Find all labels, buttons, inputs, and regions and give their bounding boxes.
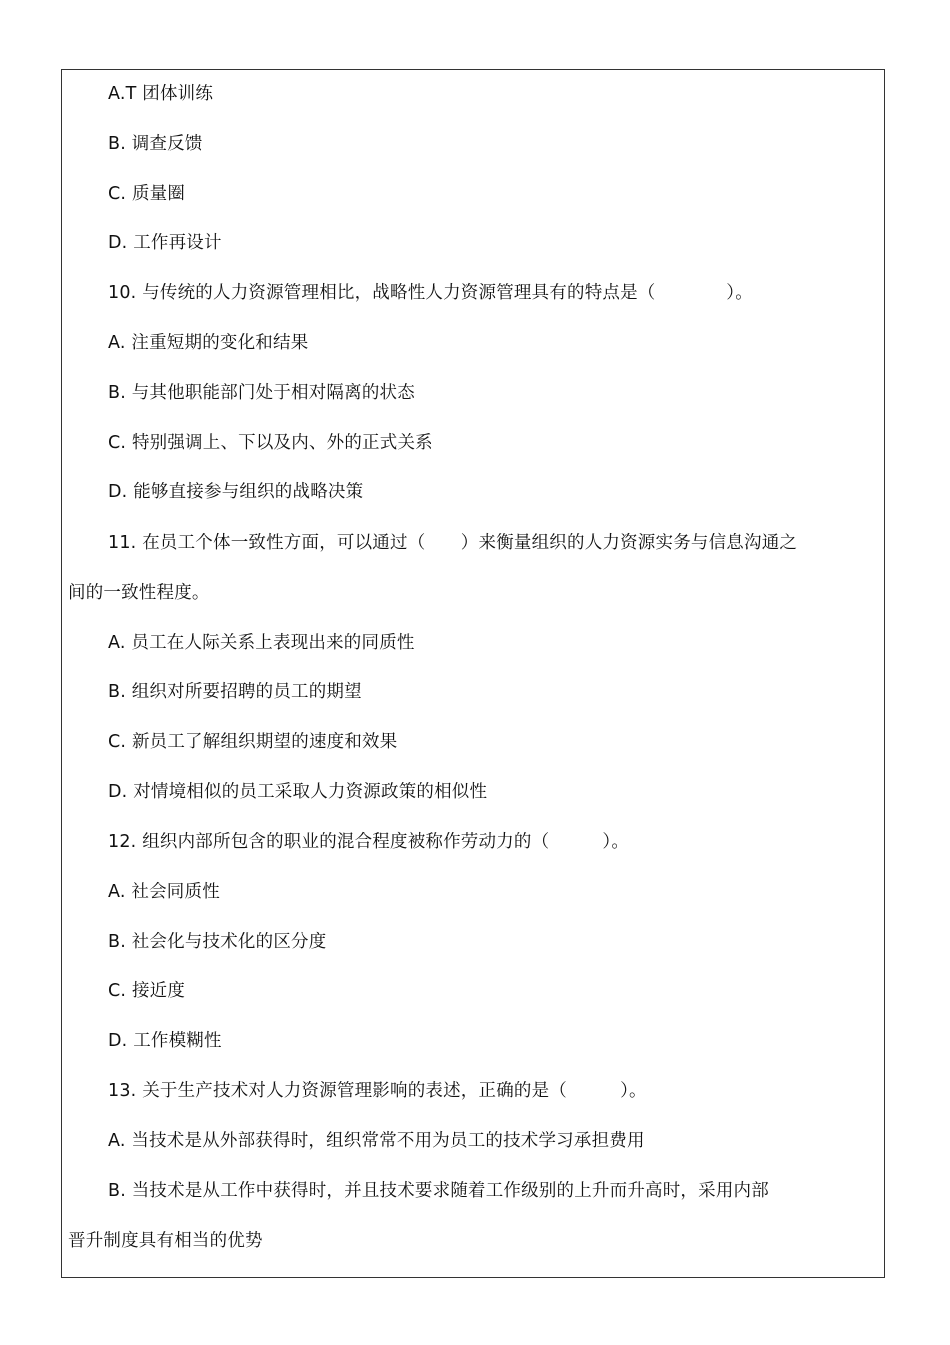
question-11-continued: 间的一致性程度。: [68, 583, 210, 603]
option-line: B. 与其他职能部门处于相对隔离的状态: [108, 383, 415, 403]
option-line: D. 工作再设计: [108, 233, 222, 253]
option-line: C. 特别强调上、下以及内、外的正式关系: [108, 433, 433, 453]
option-line: A.T 团体训练: [108, 84, 214, 104]
option-line: D. 对情境相似的员工采取人力资源政策的相似性: [108, 782, 488, 802]
question-12: 12. 组织内部所包含的职业的混合程度被称作劳动力的（ ）。: [108, 832, 630, 852]
option-line-continued: 晋升制度具有相当的优势: [68, 1231, 263, 1251]
option-line: A. 当技术是从外部获得时，组织常常不用为员工的技术学习承担费用: [108, 1131, 645, 1151]
question-11: 11. 在员工个体一致性方面，可以通过（ ）来衡量组织的人力资源实务与信息沟通之: [108, 533, 798, 553]
option-line: B. 调查反馈: [108, 134, 203, 154]
option-line: A. 注重短期的变化和结果: [108, 333, 309, 353]
option-line: C. 新员工了解组织期望的速度和效果: [108, 732, 398, 752]
option-line: C. 质量圈: [108, 184, 186, 204]
option-line: D. 工作模糊性: [108, 1031, 222, 1051]
question-10: 10. 与传统的人力资源管理相比，战略性人力资源管理具有的特点是（ ）。: [108, 283, 753, 303]
question-13: 13. 关于生产技术对人力资源管理影响的表述，正确的是（ ）。: [108, 1081, 647, 1101]
option-line: B. 当技术是从工作中获得时，并且技术要求随着工作级别的上升而升高时，采用内部: [108, 1181, 769, 1201]
option-line: A. 员工在人际关系上表现出来的同质性: [108, 633, 415, 653]
option-line: D. 能够直接参与组织的战略决策: [108, 482, 364, 502]
option-line: B. 社会化与技术化的区分度: [108, 932, 327, 952]
option-line: A. 社会同质性: [108, 882, 220, 902]
option-line: B. 组织对所要招聘的员工的期望: [108, 682, 362, 702]
option-line: C. 接近度: [108, 981, 186, 1001]
